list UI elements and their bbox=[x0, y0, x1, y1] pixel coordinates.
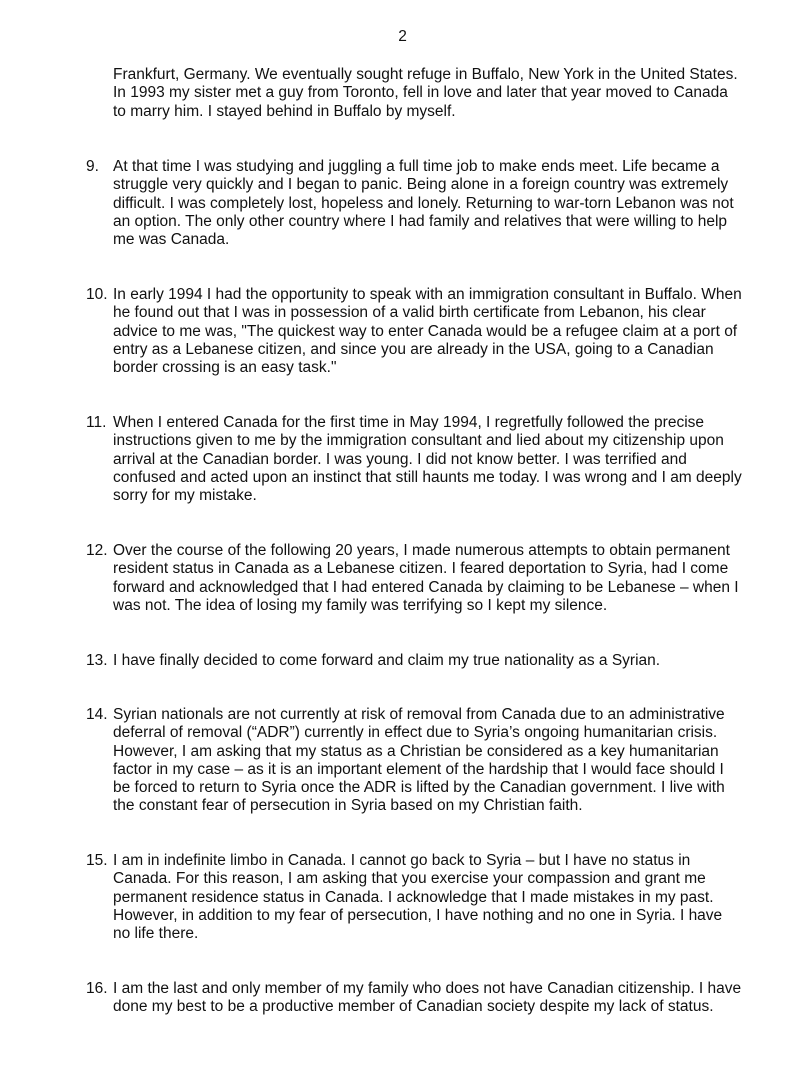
paragraph-13 bbox=[86, 652, 776, 670]
paragraph-15 bbox=[86, 852, 776, 943]
paragraph-12 bbox=[86, 542, 776, 615]
paragraph-number: 16. bbox=[86, 980, 108, 997]
paragraph-10 bbox=[86, 286, 776, 377]
paragraph-text: I am in indefinite limbo in Canada. I cannot go back to Syria – but I have no status in Canada. For this reason, I am asking that you exercise your compassion and grant me permanent residence status in Canada. I acknowledge that I made mistakes in my past. However, in addition to my fear of persecution, I have nothing and no one in Syria. I have no life there. bbox=[113, 852, 723, 943]
paragraph-number: 11. bbox=[86, 414, 107, 431]
paragraph-16 bbox=[86, 980, 776, 1017]
page-number: 2 bbox=[398, 28, 407, 45]
paragraph-text: In early 1994 I had the opportunity to speak with an immigration consultant in Buffalo. When he found out that I was in possession of a valid birth certificate from Lebanon, his clear advice to me was, "The quickest way to enter Canada would be a refugee claim at a port of entry as a Lebanese citizen, and since you are already in the USA, going to a Canadian border crossing is an easy task." bbox=[113, 286, 742, 377]
paragraph-text: At that time I was studying and juggling a full time job to make ends meet. Life became a struggle very quickly and I began to panic. Being alone in a foreign country was extremely difficult. I was completely lost, hopeless and lonely. Returning to war-torn Lebanon was not an option. The only other country where I had family and relatives that were willing to help me was Canada. bbox=[113, 158, 734, 249]
paragraph-text: Frankfurt, Germany. We eventually sought refuge in Buffalo, New York in the United States. In 1993 my sister met a guy from Toronto, fell in love and later that year moved to Canada to marry him. I stayed behind in Buffalo by myself. bbox=[113, 66, 738, 120]
paragraph-number: 10. bbox=[86, 286, 108, 303]
paragraph-text: I am the last and only member of my family who does not have Canadian citizenship. I have done my best to be a productive member of Canadian society despite my lack of status. bbox=[113, 980, 742, 1016]
paragraph-9 bbox=[86, 158, 776, 249]
paragraph-number: 13. bbox=[86, 652, 108, 669]
paragraph-number: 12. bbox=[86, 542, 108, 559]
paragraph-11 bbox=[86, 414, 776, 505]
paragraph-text: Syrian nationals are not currently at risk of removal from Canada due to an administrative deferral of removal (“ADR”) currently in effect due to Syria’s ongoing humanitarian crisis. However, I am asking that my status as a Christian be considered as a key humanitarian factor in my case – as it is an important element of the hardship that I would face should I be forced to return to Syria once the ADR is lifted by the Canadian government. I live with the constant fear of persecution in Syria based on my Christian faith. bbox=[113, 706, 725, 815]
paragraph-text: I have finally decided to come forward and claim my true nationality as a Syrian. bbox=[113, 652, 661, 669]
continuation-paragraph bbox=[86, 66, 776, 121]
paragraph-text: When I entered Canada for the first time in May 1994, I regretfully followed the precise instructions given to me by the immigration consultant and lied about my citizenship upon arrival at the Canadian border. I was young. I did not know better. I was terrified and confused and acted upon an instinct that still haunts me today. I was wrong and I am deeply sorry for my mistake. bbox=[113, 414, 742, 505]
paragraph-number: 15. bbox=[86, 852, 108, 869]
paragraph-text: Over the course of the following 20 years, I made numerous attempts to obtain permanent resident status in Canada as a Lebanese citizen. I feared deportation to Syria, had I come forward and acknowledged that I had entered Canada by claiming to be Lebanese – when I was not. The idea of losing my family was terrifying so I kept my silence. bbox=[113, 542, 739, 614]
paragraph-number: 9. bbox=[86, 158, 99, 175]
paragraph-number: 14. bbox=[86, 706, 108, 723]
paragraph-14 bbox=[86, 706, 776, 816]
